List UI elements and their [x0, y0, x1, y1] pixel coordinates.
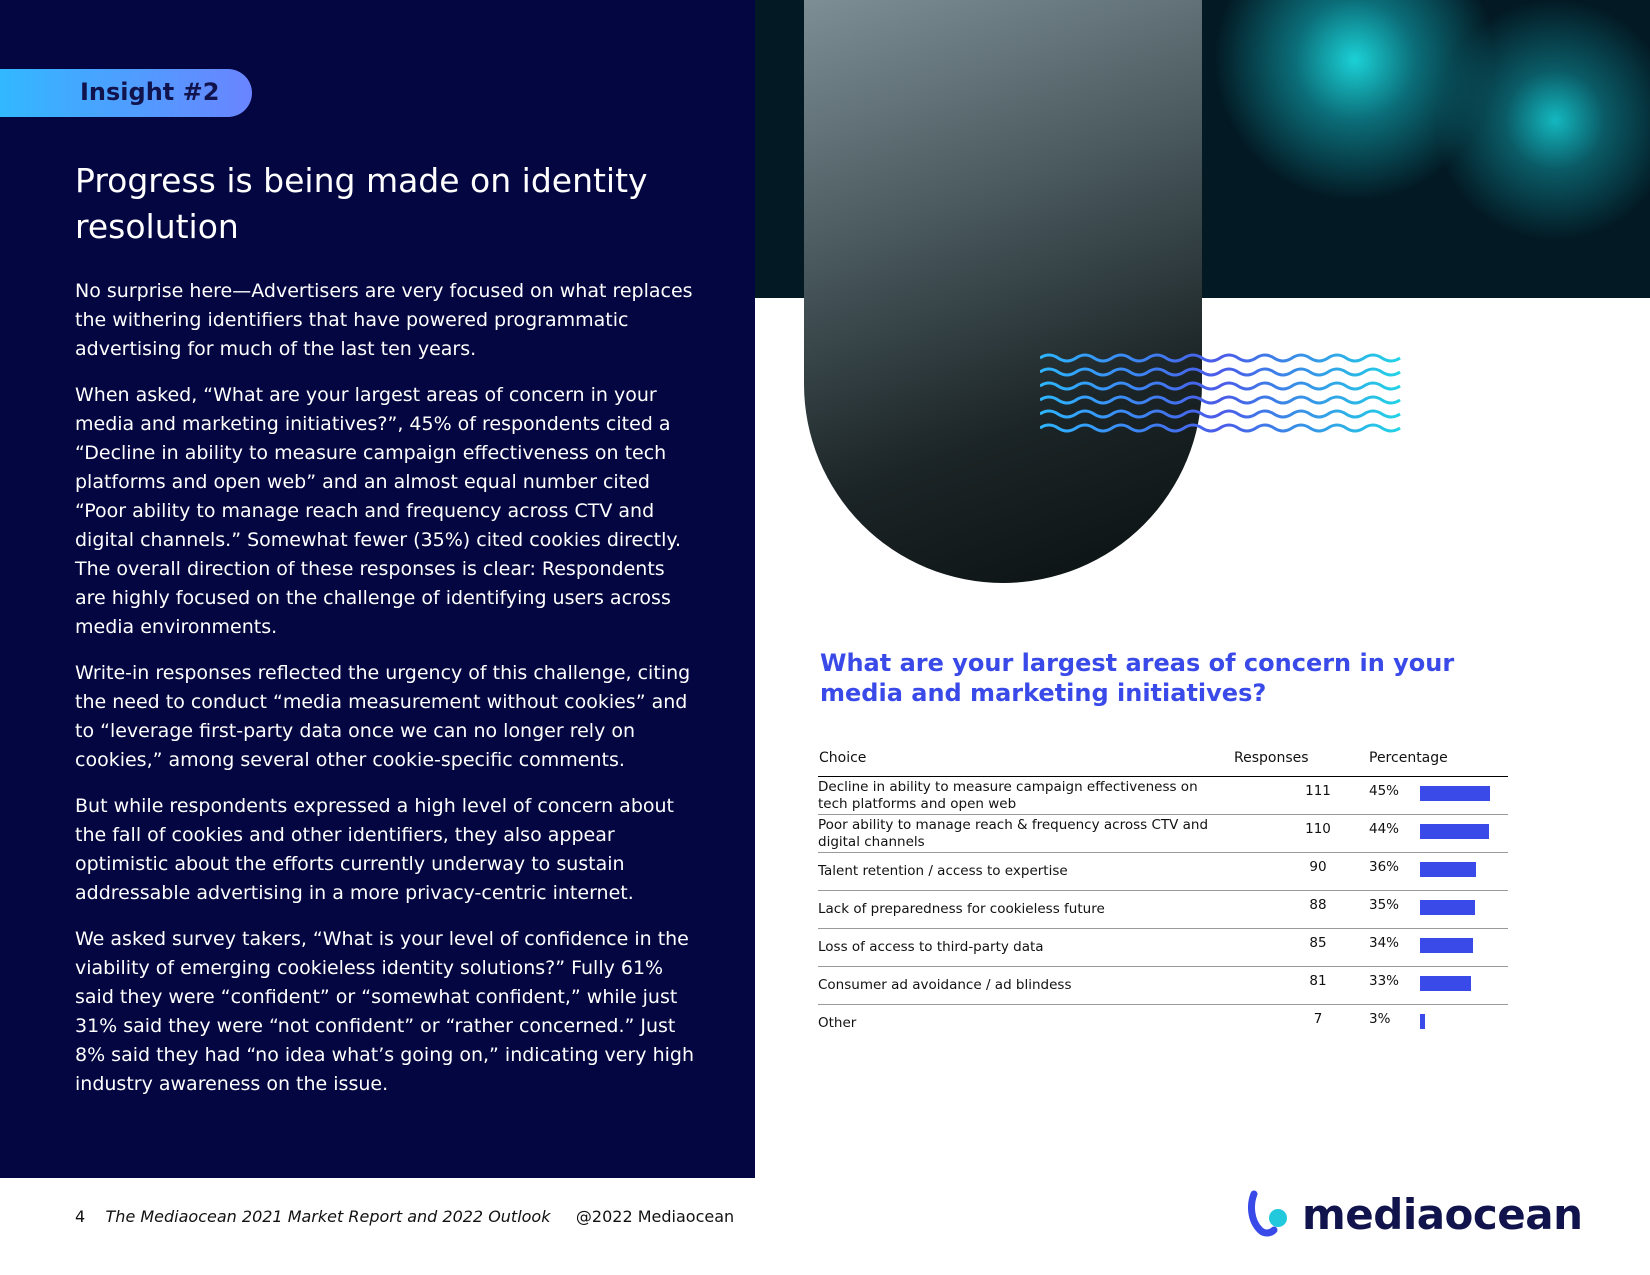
paragraph: No surprise here—Advertisers are very focused on what replaces the withering identifiers that have powered programmatic advertising for much of the last ten years. — [75, 280, 693, 360]
cell-choice: Poor ability to manage reach & frequency across CTV and digital channels — [818, 817, 1209, 850]
cell-responses: 7 — [1313, 1011, 1323, 1027]
cell-percentage: 3% — [1369, 1011, 1391, 1027]
cell-percentage: 34% — [1369, 935, 1400, 951]
mediaocean-logo-icon — [1248, 1190, 1296, 1238]
cell-percentage: 45% — [1369, 783, 1400, 799]
table-row — [818, 777, 1508, 815]
cell-percentage: 44% — [1369, 821, 1400, 837]
cell-percentage: 36% — [1369, 859, 1400, 875]
paragraph: But while respondents expressed a high level of concern about the fall of cookies and other identifiers, they also appear optimistic about the efforts currently underway to sustain addressable advertising in a more privacy-centric internet. — [75, 795, 675, 904]
copyright: @2022 Mediaocean — [575, 1207, 735, 1226]
section-title: Progress is being made on identity resolution — [75, 161, 648, 246]
paragraph: We asked survey takers, “What is your level of confidence in the viability of emerging cookieless identity solutions?” Fully 61% said they were “confident” or “somewhat confident,” while just 31% said they were “not confident” or “rather concerned.” Just 8% said they had “no idea what’s going on,” indicating very high industry awareness on the issue. — [75, 928, 694, 1095]
percentage-bar — [1420, 938, 1473, 953]
cell-responses: 81 — [1309, 973, 1327, 989]
cell-choice: Lack of preparedness for cookieless future — [818, 901, 1105, 917]
wave-decoration — [1040, 352, 1406, 438]
percentage-bar — [1420, 786, 1490, 801]
header-choice: Choice — [819, 750, 867, 766]
cell-choice: Decline in ability to measure campaign effectiveness on tech platforms and open web — [818, 779, 1198, 812]
cell-responses: 110 — [1305, 821, 1331, 837]
cell-choice: Consumer ad avoidance / ad blindess — [818, 977, 1072, 993]
paragraph: Write-in responses reflected the urgency of this challenge, citing the need to conduct “media measurement without cookies” and to “leverage first-party data once we can no longer rely on cookies,” among several other cookie-specific comments. — [75, 662, 691, 771]
insight-label: Insight #2 — [80, 78, 220, 106]
percentage-bar — [1420, 976, 1471, 991]
table-row — [818, 929, 1508, 967]
table-row — [818, 891, 1508, 929]
person-photo — [804, 0, 1202, 583]
cell-responses: 111 — [1305, 783, 1331, 799]
table-row — [818, 967, 1508, 1005]
brand-name: mediaocean — [1302, 1190, 1583, 1239]
header-responses: Responses — [1234, 750, 1309, 766]
percentage-bar — [1420, 1014, 1425, 1029]
header-percentage: Percentage — [1369, 750, 1448, 766]
table-row — [818, 853, 1508, 891]
cell-choice: Talent retention / access to expertise — [818, 863, 1068, 879]
cell-responses: 88 — [1309, 897, 1327, 913]
body-text — [75, 277, 695, 1116]
paragraph: When asked, “What are your largest areas of concern in your media and marketing initiatives?”, 45% of respondents cited a “Decline in ability to measure campaign effectiveness on tech platforms and open web” and an almost equal number cited “Poor ability to manage reach and frequency across CTV and digital channels.” Somewhat fewer (35%) cited cookies directly. The overall direction of these responses is clear: Respondents are highly focused on the challenge of identifying users across media environments. — [75, 384, 681, 638]
concerns-table — [818, 748, 1508, 1039]
table-header — [818, 748, 1508, 777]
cell-percentage: 35% — [1369, 897, 1400, 913]
report-title: The Mediaocean 2021 Market Report and 2022 Outlook — [105, 1207, 551, 1226]
footer — [75, 1207, 734, 1226]
percentage-bar — [1420, 824, 1489, 839]
cell-choice: Loss of access to third-party data — [818, 939, 1044, 955]
percentage-bar — [1420, 862, 1476, 877]
percentage-bar — [1420, 900, 1475, 915]
hero-image — [755, 0, 1650, 600]
cell-responses: 90 — [1309, 859, 1327, 875]
cell-choice: Other — [818, 1015, 857, 1031]
table-title: What are your largest areas of concern in your media and marketing initiatives? — [820, 649, 1455, 707]
page-number: 4 — [75, 1207, 86, 1226]
table-row — [818, 1005, 1508, 1039]
cell-percentage: 33% — [1369, 973, 1400, 989]
table-row — [818, 815, 1508, 853]
table-body — [818, 777, 1508, 1039]
cell-responses: 85 — [1309, 935, 1327, 951]
